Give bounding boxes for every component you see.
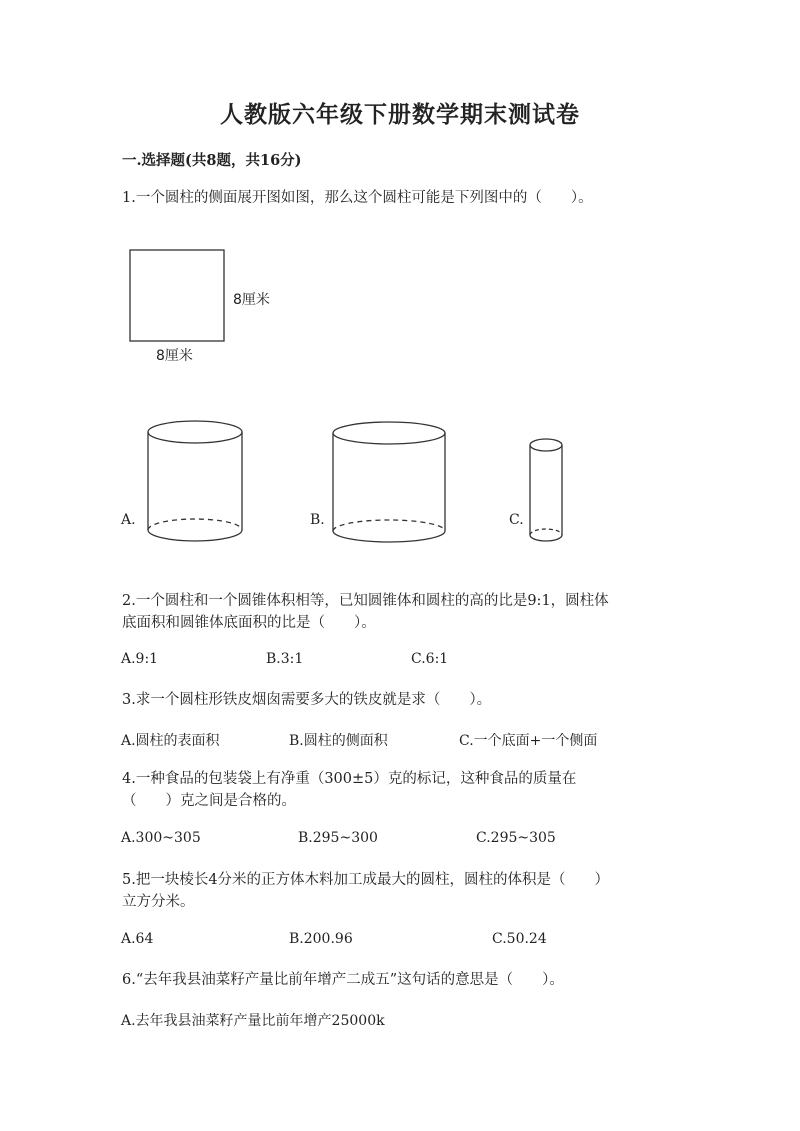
cylinder-c (530, 439, 562, 541)
cylinder-b (333, 422, 445, 542)
question-5-option-a[interactable]: A.64 (121, 931, 154, 947)
question-1-option-a[interactable]: A. (121, 512, 136, 528)
question-2-text-line1: 2.一个圆柱和一个圆锥体积相等，已知圆锥体和圆柱的高的比是9:1，圆柱体 (122, 593, 609, 609)
question-2-option-a[interactable]: A.9:1 (121, 651, 159, 667)
question-4-text-line1: 4.一种食品的包装袋上有净重（300±5）克的标记，这种食品的质量在 (122, 771, 577, 787)
question-5-option-c[interactable]: C.50.24 (492, 931, 547, 947)
square-bottom-label: 8厘米 (156, 348, 193, 364)
question-1-option-c[interactable]: C. (509, 512, 524, 528)
question-5-option-b[interactable]: B.200.96 (289, 931, 353, 947)
question-3-option-a[interactable]: A.圆柱的表面积 (121, 733, 220, 749)
question-5-text-line2: 立方分米。 (122, 894, 195, 910)
question-2-text-line2: 底面积和圆锥体底面积的比是（ ）。 (122, 615, 376, 631)
lateral-surface-square (130, 250, 224, 341)
question-1-option-b[interactable]: B. (310, 512, 325, 528)
question-5-text-line1: 5.把一块棱长4分米的正方体木料加工成最大的圆柱，圆柱的体积是（ ） (122, 872, 610, 888)
question-2-option-c[interactable]: C.6:1 (411, 651, 449, 667)
question-3-option-c[interactable]: C.一个底面+一个侧面 (459, 733, 598, 749)
question-4-text-line2: （ ）克之间是合格的。 (122, 793, 296, 809)
question-4-option-c[interactable]: C.295~305 (476, 830, 556, 846)
page-title: 人教版六年级下册数学期末测试卷 (220, 101, 580, 128)
question-3-text: 3.求一个圆柱形铁皮烟囱需要多大的铁皮就是求（ ）。 (122, 692, 492, 708)
question-3-option-b[interactable]: B.圆柱的侧面积 (289, 733, 388, 749)
square-side-label: 8厘米 (233, 292, 270, 308)
question-1-figures (0, 0, 800, 560)
question-6-text: 6.“去年我县油菜籽产量比前年增产二成五”这句话的意思是（ ）。 (122, 972, 564, 988)
section-heading: 一.选择题(共8题，共16分) (122, 152, 302, 169)
question-4-option-b[interactable]: B.295~300 (298, 830, 378, 846)
question-4-option-a[interactable]: A.300~305 (121, 830, 201, 846)
cylinder-a (148, 421, 242, 541)
question-2-option-b[interactable]: B.3:1 (266, 651, 304, 667)
question-1-text: 1.一个圆柱的侧面展开图如图，那么这个圆柱可能是下列图中的（ ）。 (122, 190, 593, 206)
question-6-option-a[interactable]: A.去年我县油菜籽产量比前年增产25000k (121, 1013, 385, 1029)
